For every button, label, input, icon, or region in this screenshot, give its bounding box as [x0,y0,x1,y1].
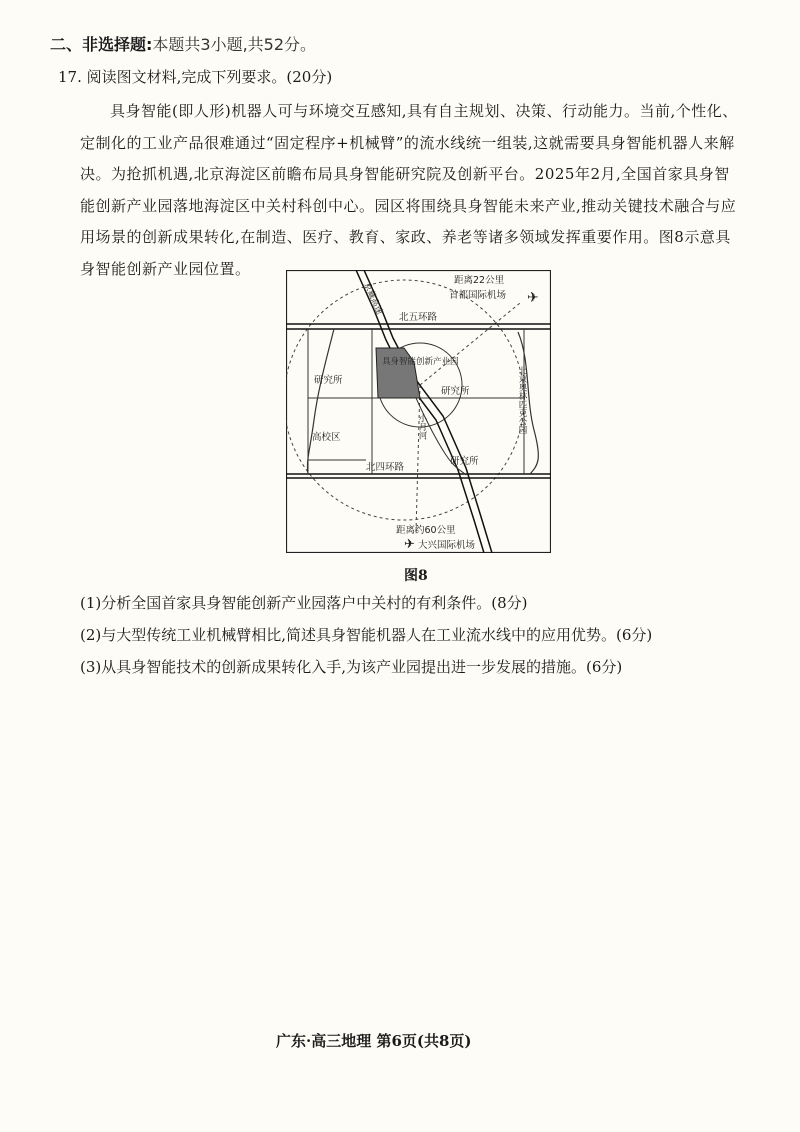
plane-icon-south: ✈ [404,537,415,552]
label-airport-north: 首都国际机场 [449,290,507,301]
question-header: 17. 阅读图文材料,完成下列要求。(20分) [58,68,333,86]
label-research-1: 研究所 [314,375,343,386]
page-footer: 广东·高三地理 第6页(共8页) [276,1032,472,1050]
subquestion-2: (2)与大型传统工业机械臂相比,简述具身智能机器人在工业流水线中的应用优势。(6分) [80,626,653,644]
label-airport-north-distance: 距离22公里 [454,275,505,286]
subquestion-3: (3)从具身智能技术的创新成果转化入手,为该产业园提出进一步发展的措施。(6分) [80,658,623,676]
section-note: 本题共3小题,共52分。 [152,35,317,54]
label-olympic: 北京奥林匹克公园 [517,366,527,434]
label-research-2: 研究所 [441,386,470,397]
label-airport-south-distance: 距离约60公里 [396,525,456,536]
label-ring4: 北四环路 [366,462,405,473]
label-university: 高校区 [312,432,341,443]
label-park: 具身智能创新产业园 [382,357,459,367]
section-title: 二、非选择题: [50,35,153,54]
label-river: 小月河 [417,414,427,440]
label-expressway: 京藏高速 [361,281,385,317]
plane-icon-north: ✈ [527,290,539,306]
subquestion-1: (1)分析全国首家具身智能创新产业园落户中关村的有利条件。(8分) [80,594,528,612]
figure-caption: 图8 [404,568,428,584]
section-heading [50,32,316,55]
label-ring5: 北五环路 [399,312,438,323]
location-map [286,270,551,553]
label-research-3: 研究所 [450,456,479,467]
label-airport-south: 大兴国际机场 [418,540,476,551]
question-paragraph: 具身智能(即人形)机器人可与环境交互感知,具有自主规划、决策、行动能力。当前,个性化、定制化的工业产品很难通过“固定程序+机械臂”的流水线统一组装,这就需要具身智能机器人来解决。为抢抓机遇,北京海淀区前瞻布局具身智能研究院及创新平台。2025年2月,全国首家具身智能创新产业园落地海淀区中关村科创中心。园区将围绕具身智能未来产业,推动关键技术融合与应用场景的创新成果转化,在制造、医疗、教育、家政、养老等诸多领域发挥重要作用。图8示意具身智能创新产业园位置。 [80,102,738,278]
